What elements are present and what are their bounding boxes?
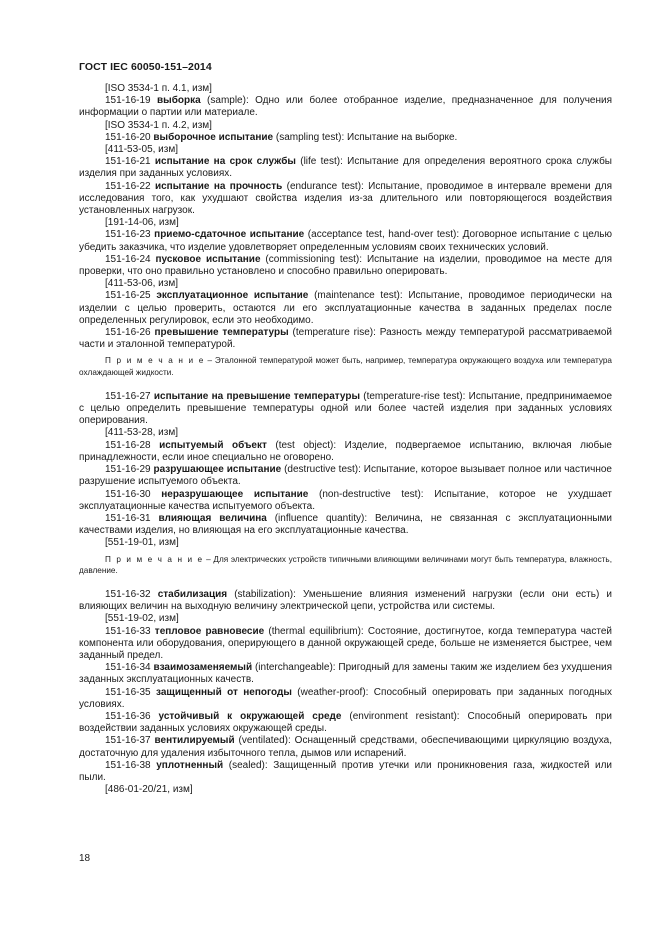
- term: взаимозаменяемый: [153, 662, 253, 674]
- entry-number: 151-16-37: [105, 735, 151, 747]
- reference: [551-19-02, изм]: [105, 613, 179, 625]
- definition: (stabilization): Уменьшение влияния изменений нагрузки (если они есть) и влияющих величин на выходную величину электрической цепи, устройства или системы.: [79, 588, 612, 613]
- entry-number: 151-16-30: [105, 488, 151, 500]
- definition: (thermal equilibrium): Состояние, достигнутое, когда температура частей компонента или оборудования, оперирующего в данной окружающей среде, больше не изменяется быстрее, чем заданный предел.: [79, 625, 612, 661]
- term: испытуемый объект: [159, 439, 267, 451]
- term-entry: [79, 254, 612, 278]
- page-number: 18: [79, 853, 91, 864]
- entry-number: 151-16-28: [105, 439, 151, 451]
- term-entry: [79, 760, 612, 784]
- note: [79, 355, 612, 377]
- term-entry: [79, 687, 612, 711]
- entry-number: 151-16-24: [105, 253, 151, 265]
- entry-number: 151-16-31: [105, 512, 151, 524]
- definition: (non-destructive test): Испытание, которое не ухудшает эксплуатационные качества испытуемого объекта.: [79, 488, 612, 512]
- definition: (ventilated): Оснащенный средствами, обеспечивающими циркуляцию воздуха, достаточную для удаления избыточного тепла, дымов или испарений.: [79, 735, 613, 759]
- term: испытание на срок службы: [154, 156, 296, 168]
- term: выборочное испытание: [153, 131, 274, 143]
- term: пусковое испытание: [155, 253, 261, 265]
- term-entry: [79, 229, 612, 253]
- term-entry: [79, 440, 612, 464]
- definition: (maintenance test): Испытание, проводимое периодически на изделии с целью проверить, остаются ли его эксплуатационные качества в заданных пределах после определенных регулировок, если это необходимо.: [79, 290, 612, 326]
- document-header: ГОСТ IEC 60050-151–2014: [79, 61, 212, 73]
- definition: (endurance test): Испытание, проводимое в интервале времени для исследования того, как ухудшают свойства изделия из-за длительного или повторяющегося воздействия установленных нагрузок.: [79, 180, 613, 217]
- entry-number: 151-16-22: [105, 180, 151, 192]
- reference: [411-53-28, изм]: [105, 427, 179, 439]
- term-entry: [79, 327, 612, 351]
- spacer: [79, 576, 612, 589]
- term: выборка: [157, 95, 201, 107]
- term-entry: [79, 735, 612, 759]
- term: вентилируемый: [154, 735, 235, 747]
- term: тепловое равновесие: [154, 625, 265, 637]
- entry-number: 151-16-33: [105, 625, 151, 637]
- term: разрушающее испытание: [153, 464, 282, 476]
- term-entry: [79, 95, 612, 119]
- document-body: [79, 83, 612, 796]
- entry-number: 151-16-21: [105, 156, 151, 168]
- reference: [411-53-05, изм]: [105, 144, 179, 156]
- definition: (destructive test): Испытание, которое вызывает полное или частичное разрушение испытуемого объекта.: [79, 464, 612, 488]
- term-entry: [79, 513, 612, 537]
- note-label: П р и м е ч а н и е: [105, 554, 204, 564]
- reference: [ISO 3534-1 п. 4.1, изм]: [105, 83, 212, 94]
- entry-number: 151-16-25: [105, 290, 151, 302]
- definition: (temperature rise): Разность между температурой рассматриваемой части и эталонной температурой.: [79, 327, 613, 351]
- term: превышение температуры: [154, 327, 289, 339]
- entry-number: 151-16-32: [105, 588, 151, 600]
- term-entry: [79, 391, 612, 428]
- entry-number: 151-16-38: [105, 759, 151, 771]
- definition: (commissioning test): Испытание на изделии, проводимое на месте для проверки, что оно правильно установлено и способно правильно оперировать.: [79, 253, 612, 278]
- entry-number: 151-16-36: [105, 710, 151, 722]
- note: [79, 554, 612, 576]
- spacer: [79, 378, 612, 391]
- term: неразрушающее испытание: [161, 488, 309, 500]
- entry-number: 151-16-27: [105, 390, 151, 402]
- term-entry: [79, 589, 612, 613]
- entry-number: 151-16-23: [105, 229, 151, 241]
- term-entry: [79, 181, 612, 218]
- entry-number: 151-16-35: [105, 686, 151, 698]
- entry-number: 151-16-26: [105, 327, 151, 339]
- term-entry: [79, 489, 612, 513]
- reference: [411-53-06, изм]: [105, 278, 179, 290]
- term-entry: [79, 132, 612, 144]
- definition: (interchangeable): Пригодный для замены таким же изделием без ухудшения заданных эксплуатационных качеств.: [79, 662, 612, 686]
- term-entry: [79, 464, 612, 488]
- reference: [551-19-01, изм]: [105, 537, 179, 549]
- reference: [ISO 3534-1 п. 4.2, изм]: [105, 119, 212, 131]
- note-text: – Для электрических устройств типичными влияющими величинами могут быть температура, влажность, давление.: [79, 554, 612, 575]
- term: испытание на прочность: [154, 180, 283, 192]
- term-entry: [79, 156, 612, 180]
- entry-number: 151-16-29: [105, 464, 151, 476]
- definition: (life test): Испытание для определения вероятного срока службы изделия при заданных условиях.: [79, 156, 612, 180]
- reference: [191-14-06, изм]: [105, 217, 179, 229]
- term: защищенный от непогоды: [155, 686, 292, 698]
- note-label: П р и м е ч а н и е: [105, 356, 205, 366]
- term: влияющая величина: [158, 512, 267, 524]
- entry-number: 151-16-34: [105, 662, 151, 674]
- definition: (test object): Изделие, подвергаемое испытанию, включая любые принадлежности, если иное специально не оговорено.: [79, 439, 612, 463]
- term-entry: [79, 626, 612, 663]
- term: испытание на превышение температуры: [153, 390, 360, 402]
- definition: (sample): Одно или более отобранное изделие, предназначенное для получения информации о партии или материале.: [79, 95, 613, 119]
- definition: (influence quantity): Величина, не связанная с эксплуатационными качествами изделия, но влияющая на его эксплуатационные качества.: [79, 512, 613, 537]
- entry-number: 151-16-20: [105, 131, 151, 143]
- definition: (acceptance test, hand-over test): Договорное испытание с целью убедить заказчика, что изделие удовлетворяет определенным условиям своих технических условий.: [79, 229, 612, 253]
- definition: (environment resistant): Способный оперировать при воздействии заданных условиях окружающей среды.: [79, 710, 612, 735]
- term-entry: [79, 662, 612, 686]
- term: приемо-сдаточное испытание: [154, 229, 305, 241]
- definition: (temperature-rise test): Испытание, предпринимаемое с целью определить превышение температуры одной или более частей изделия при заданных условиях оперирования.: [79, 390, 612, 427]
- entry-number: 151-16-19: [105, 95, 151, 107]
- term-entry: [79, 290, 612, 327]
- term: эксплуатационное испытание: [156, 290, 309, 302]
- term: уплотненный: [156, 759, 224, 771]
- definition: (sealed): Защищенный против утечки или проникновения газа, жидкостей или пыли.: [79, 759, 613, 783]
- note-text: – Эталонной температурой может быть, например, температура окружающего воздуха или температура охлаждающей жидкости.: [79, 356, 612, 377]
- definition: (weather-proof): Способный оперировать при заданных погодных условиях.: [79, 686, 612, 710]
- definition: (sampling test): Испытание на выборке.: [273, 131, 458, 143]
- term: устойчивый к окружающей среде: [158, 710, 342, 722]
- term: стабилизация: [157, 588, 228, 600]
- reference: [486-01-20/21, изм]: [105, 784, 193, 796]
- term-entry: [79, 711, 612, 735]
